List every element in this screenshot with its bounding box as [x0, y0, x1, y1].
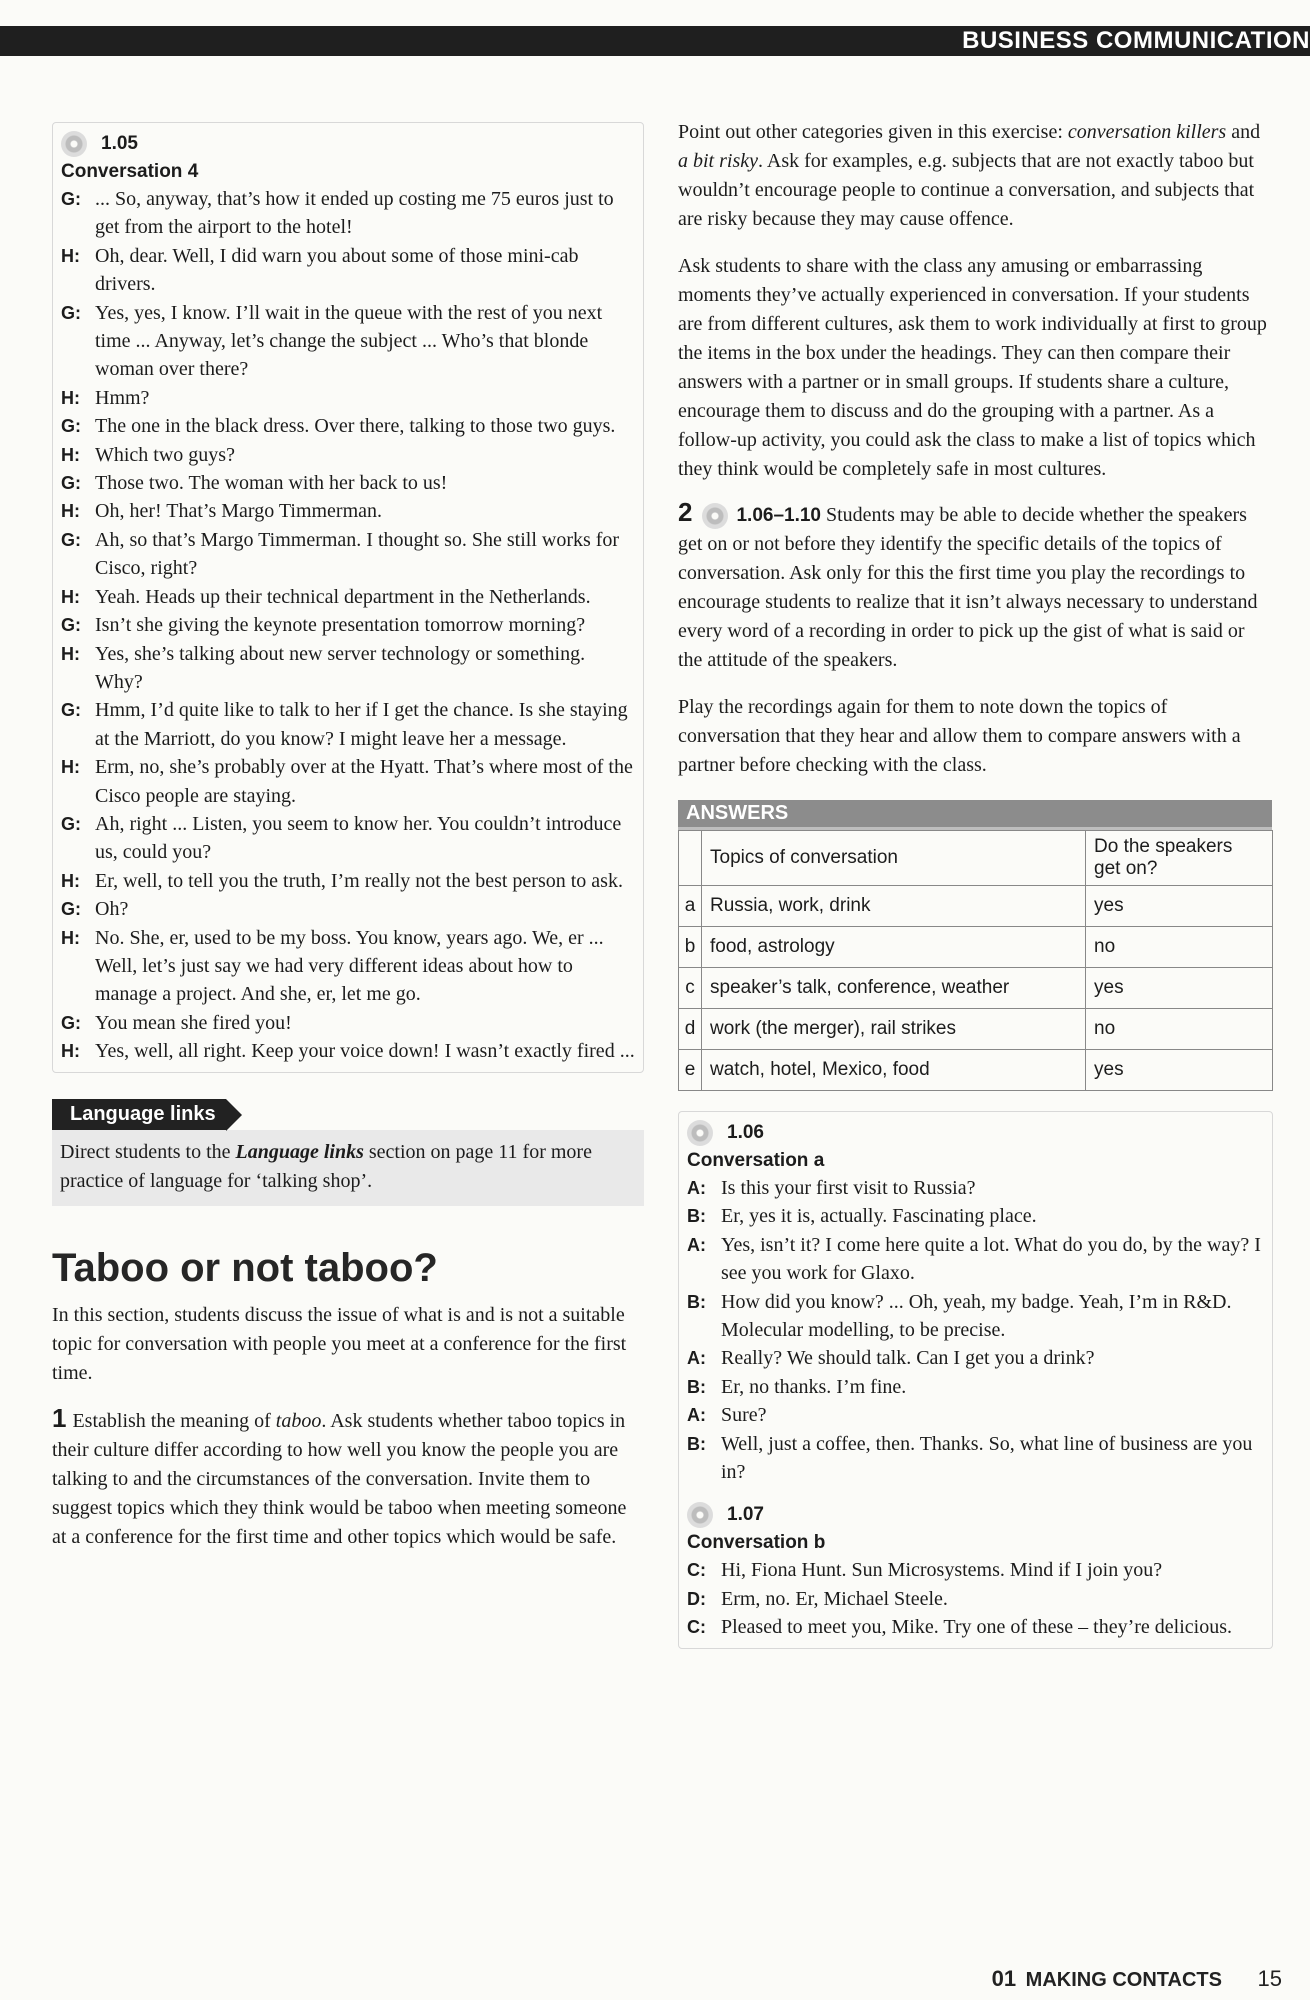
- track-header: [687, 1502, 1264, 1528]
- audio-cd-icon: [687, 1120, 713, 1146]
- answer-topics: speaker’s talk, conference, weather: [702, 968, 1086, 1009]
- dialogue-line: [61, 895, 635, 923]
- speaker-label: G:: [61, 302, 81, 323]
- speaker-label: H:: [61, 586, 80, 607]
- dialogue-line: [687, 1556, 1264, 1584]
- speaker-text: Oh, her! That’s Margo Timmerman.: [95, 500, 383, 523]
- answer-topics: food, astrology: [702, 927, 1086, 968]
- speaker-label: H:: [61, 643, 80, 664]
- conversation-title: Conversation a: [687, 1150, 825, 1171]
- answers-heading: ANSWERS: [678, 800, 1272, 830]
- header-bar: [0, 26, 1310, 56]
- speaker-label: G:: [61, 813, 81, 834]
- answers-row: [679, 886, 1273, 927]
- answer-letter: b: [679, 927, 702, 968]
- speaker-text: ... So, anyway, that’s how it ended up costing me 75 euros just to get from the airport to the hotel!: [95, 188, 614, 239]
- dialogue-line: [61, 810, 635, 867]
- paragraph-share: Ask students to share with the class any amusing or embarrassing moments they’ve actually experienced in conversation. If your students are from different cultures, ask them to work individually at first to group the items in the box under the headings. They can then compare their answers with a partner or in small groups. If students share a culture, encourage them to discuss and do the grouping with a partner. As a follow-up activity, you could ask the class to make a list of topics which they think would be completely safe in most cultures.: [678, 255, 1267, 480]
- audio-script-1-05: [52, 122, 644, 1073]
- p1-emph-1: conversation killers: [1067, 121, 1227, 143]
- answer-letter: d: [679, 1009, 702, 1050]
- dialogue-line: [61, 469, 635, 497]
- speaker-label: H:: [61, 387, 80, 408]
- dialogue-line: [61, 583, 635, 611]
- dialogue-line: [61, 753, 635, 810]
- answer-get-on: yes: [1086, 886, 1273, 927]
- p1-emph-2: a bit risky: [678, 150, 758, 172]
- speaker-label: A:: [687, 1405, 706, 1426]
- answer-get-on: no: [1086, 927, 1273, 968]
- speaker-label: A:: [687, 1348, 706, 1369]
- dialogue-line: [61, 441, 635, 469]
- answer-topics: watch, hotel, Mexico, food: [702, 1050, 1086, 1091]
- speaker-label: H:: [61, 444, 80, 465]
- speaker-label: G:: [61, 700, 81, 721]
- page-number: 15: [1257, 1966, 1282, 1991]
- dialogue-line: [687, 1613, 1264, 1641]
- answer-get-on: yes: [1086, 968, 1273, 1009]
- speaker-text: Hmm, I’d quite like to talk to her if I get the chance. Is she staying at the Marriott, do you know? I might leave her a message.: [95, 699, 628, 750]
- dialogue-line: [687, 1344, 1264, 1372]
- speaker-label: H:: [61, 501, 80, 522]
- dialogue-line: [687, 1585, 1264, 1613]
- p1-and: and: [1226, 121, 1261, 143]
- paragraph-play-again: Play the recordings again for them to note down the topics of conversation that they hear and allow them to compare answers with a partner before checking with the class.: [678, 696, 1241, 776]
- answer-topics: Russia, work, drink: [702, 886, 1086, 927]
- answer-letter: e: [679, 1050, 702, 1091]
- answers-row: [679, 927, 1273, 968]
- dialogue-line: [61, 384, 635, 412]
- dialogue-line: [687, 1401, 1264, 1429]
- speaker-label: G:: [61, 416, 81, 437]
- speaker-text: Er, no thanks. I’m fine.: [721, 1375, 907, 1398]
- language-links-box: [52, 1130, 644, 1206]
- track-header: [687, 1120, 1264, 1146]
- speaker-text: Oh, dear. Well, I did warn you about some of those mini-cab drivers.: [95, 244, 579, 296]
- answers-table: [678, 830, 1273, 1091]
- dialogue-line: [687, 1231, 1264, 1288]
- speaker-text: Yes, yes, I know. I’ll wait in the queue with the rest of you next time ... Anyway, let’s change the subject ... Who’s that blonde woman over there?: [95, 301, 603, 381]
- answer-letter: a: [679, 886, 702, 927]
- speaker-label: H:: [61, 927, 80, 948]
- dialogue-line: [61, 1009, 635, 1037]
- speaker-text: Oh?: [95, 898, 129, 921]
- speaker-label: B:: [687, 1206, 706, 1227]
- answer-topics: work (the merger), rail strikes: [702, 1009, 1086, 1050]
- speaker-label: D:: [687, 1588, 706, 1609]
- dialogue-line: [61, 497, 635, 525]
- dialogue-line: [61, 412, 635, 440]
- speaker-label: G:: [61, 189, 81, 209]
- speaker-text: Pleased to meet you, Mike. Try one of these – they’re delicious.: [721, 1616, 1233, 1639]
- answers-header-row: [679, 831, 1273, 886]
- language-links-text-2: section on page 11 for more practice of language for ‘talking shop’.: [60, 1140, 592, 1192]
- speaker-label: A:: [687, 1178, 706, 1198]
- section-title: Taboo or not taboo?: [52, 1245, 438, 1290]
- dialogue-line: [61, 242, 635, 299]
- speaker-label: G:: [61, 529, 81, 550]
- speaker-text: Which two guys?: [95, 443, 235, 466]
- speaker-text: Er, yes it is, actually. Fascinating place.: [721, 1205, 1037, 1228]
- speaker-label: B:: [687, 1291, 706, 1312]
- conversation-title: Conversation 4: [61, 161, 199, 182]
- dialogue-line: [61, 526, 635, 583]
- dialogue-line: [687, 1373, 1264, 1401]
- speaker-text: You mean she fired you!: [95, 1011, 292, 1034]
- dialogue-lines: [687, 1174, 1264, 1486]
- exercise-1: [52, 1404, 644, 1552]
- dialogue-line: [687, 1430, 1264, 1487]
- language-links-text-1: Direct students to the: [60, 1140, 236, 1163]
- speaker-label: G:: [61, 1012, 81, 1033]
- speaker-text: Isn’t she giving the keynote presentation tomorrow morning?: [95, 614, 586, 637]
- exercise-1-text-pre: Establish the meaning of: [72, 1409, 276, 1432]
- speaker-text: The one in the black dress. Over there, talking to those two guys.: [95, 415, 616, 438]
- speaker-text: No. She, er, used to be my boss. You know, years ago. We, er ... Well, let’s just say we had very different ideas about how to manage a project. And she, er, let me go.: [95, 926, 604, 1006]
- speaker-label: G:: [61, 473, 81, 494]
- answer-get-on: no: [1086, 1009, 1273, 1050]
- speaker-label: H:: [61, 245, 80, 266]
- page-footer: [992, 1966, 1282, 1992]
- dialogue-line: [687, 1202, 1264, 1230]
- answer-get-on: yes: [1086, 1050, 1273, 1091]
- speaker-text: Hi, Fiona Hunt. Sun Microsystems. Mind if I join you?: [721, 1559, 1163, 1582]
- dialogue-line: [687, 1174, 1264, 1202]
- audio-cd-icon: [61, 131, 87, 157]
- dialogue-line: [61, 640, 635, 697]
- left-column: [52, 122, 644, 1552]
- header-blank-cell: [679, 831, 702, 886]
- speaker-label: B:: [687, 1376, 706, 1397]
- conversation-title: Conversation b: [687, 1532, 826, 1554]
- speaker-text: Erm, no. Er, Michael Steele.: [721, 1587, 948, 1610]
- section-intro: In this section, students discuss the issue of what is and is not a suitable topic for conversation with people you meet at a conference for the first time.: [52, 1303, 627, 1384]
- answers-row: [679, 1050, 1273, 1091]
- dialogue-line: [687, 1288, 1264, 1345]
- speaker-text: Is this your first visit to Russia?: [721, 1177, 976, 1199]
- dialogue-line: [61, 611, 635, 639]
- answer-letter: c: [679, 968, 702, 1009]
- footer-unit: 01: [991, 1966, 1017, 1991]
- dialogue-line: [61, 924, 635, 1009]
- audio-cd-icon: [687, 1502, 713, 1528]
- track-header: [61, 131, 635, 157]
- speaker-label: G:: [61, 615, 81, 636]
- exercise-1-term: taboo: [275, 1409, 322, 1432]
- speaker-text: Yeah. Heads up their technical department in the Netherlands.: [95, 585, 591, 608]
- speaker-text: Yes, well, all right. Keep your voice down! I wasn’t exactly fired ...: [95, 1040, 635, 1063]
- p1-text-pre: Point out other categories given in this exercise:: [678, 121, 1068, 143]
- speaker-label: B:: [687, 1433, 706, 1454]
- speaker-text: Ah, so that’s Margo Timmerman. I thought so. She still works for Cisco, right?: [95, 528, 620, 580]
- speaker-text: Hmm?: [95, 386, 150, 409]
- paragraph-categories: [678, 118, 1273, 234]
- speaker-label: H:: [61, 757, 80, 778]
- speaker-text: Er, well, to tell you the truth, I’m really not the best person to ask.: [95, 869, 623, 892]
- speaker-label: H:: [61, 1041, 80, 1062]
- dialogue-line: [61, 696, 635, 753]
- exercise-2: [678, 498, 1273, 675]
- speaker-label: G:: [61, 899, 81, 920]
- track-number: 1.07: [727, 1504, 764, 1526]
- speaker-text: Well, just a coffee, then. Thanks. So, what line of business are you in?: [721, 1432, 1253, 1484]
- dialogue-line: [61, 867, 635, 895]
- dialogue-line: [61, 299, 635, 384]
- dialogue-lines: [687, 1556, 1264, 1641]
- speaker-text: Erm, no, she’s probably over at the Hyatt. That’s where most of the Cisco people are staying.: [95, 756, 633, 807]
- answers-row: [679, 1009, 1273, 1050]
- dialogue-lines: [61, 185, 635, 1066]
- exercise-number: 1: [52, 1402, 67, 1433]
- header-topics: Topics of conversation: [702, 831, 1086, 886]
- language-links-emph: Language links: [235, 1140, 364, 1163]
- speaker-text: Really? We should talk. Can I get you a drink?: [721, 1347, 1095, 1370]
- audio-script-1-06: [678, 1111, 1273, 1649]
- exercise-2-text: Students may be able to decide whether the speakers get on or not before they identify the specific details of the topics of conversation. Ask only for this the first time you play the recordings to encourage students to realize that it isn’t always necessary to understand every word of a recording in order to pick up the gist of what is said or the attitude of the speakers.: [678, 504, 1258, 671]
- p1-text-post: . Ask for examples, e.g. subjects that are not exactly taboo but wouldn’t encourage people to continue a conversation, and subjects that are risky because they may cause offence.: [678, 150, 1255, 230]
- right-column: [678, 118, 1273, 1649]
- footer-section: MAKING CONTACTS: [1025, 1969, 1222, 1991]
- track-number: 1.06: [727, 1122, 764, 1143]
- language-links-label: Language links: [52, 1099, 226, 1130]
- speaker-label: A:: [687, 1234, 706, 1255]
- audio-cd-icon: [702, 503, 728, 529]
- speaker-text: Those two. The woman with her back to us!: [95, 472, 448, 495]
- exercise-1-text-post: . Ask students whether taboo topics in their culture differ according to how well you know the people you are talking to and the circumstances of the conversation. Invite them to suggest topics which they think would be taboo when meeting someone at a conference for the first time and other topics which would be safe.: [52, 1409, 627, 1548]
- track-number: 1.05: [101, 133, 138, 154]
- speaker-label: C:: [687, 1560, 706, 1581]
- speaker-label: H:: [61, 870, 80, 891]
- dialogue-line: [61, 185, 635, 242]
- speaker-text: How did you know? ... Oh, yeah, my badge. Yeah, I’m in R&D. Molecular modelling, to be precise.: [721, 1290, 1232, 1342]
- header-title: BUSINESS COMMUNICATION: [962, 27, 1310, 54]
- exercise-2-track: 1.06–1.10: [736, 505, 821, 526]
- answers-row: [679, 968, 1273, 1009]
- speaker-text: Yes, she’s talking about new server technology or something. Why?: [95, 642, 586, 693]
- exercise-number: 2: [678, 497, 693, 527]
- header-get-on: Do the speakers get on?: [1086, 831, 1273, 886]
- speaker-text: Yes, isn’t it? I come here quite a lot. What do you do, by the way? I see you work for Glaxo.: [721, 1233, 1261, 1285]
- speaker-text: Ah, right ... Listen, you seem to know her. You couldn’t introduce us, could you?: [95, 812, 622, 864]
- speaker-label: C:: [687, 1617, 706, 1638]
- speaker-text: Sure?: [721, 1404, 767, 1427]
- answers-block: [678, 800, 1273, 1091]
- dialogue-line: [61, 1037, 635, 1065]
